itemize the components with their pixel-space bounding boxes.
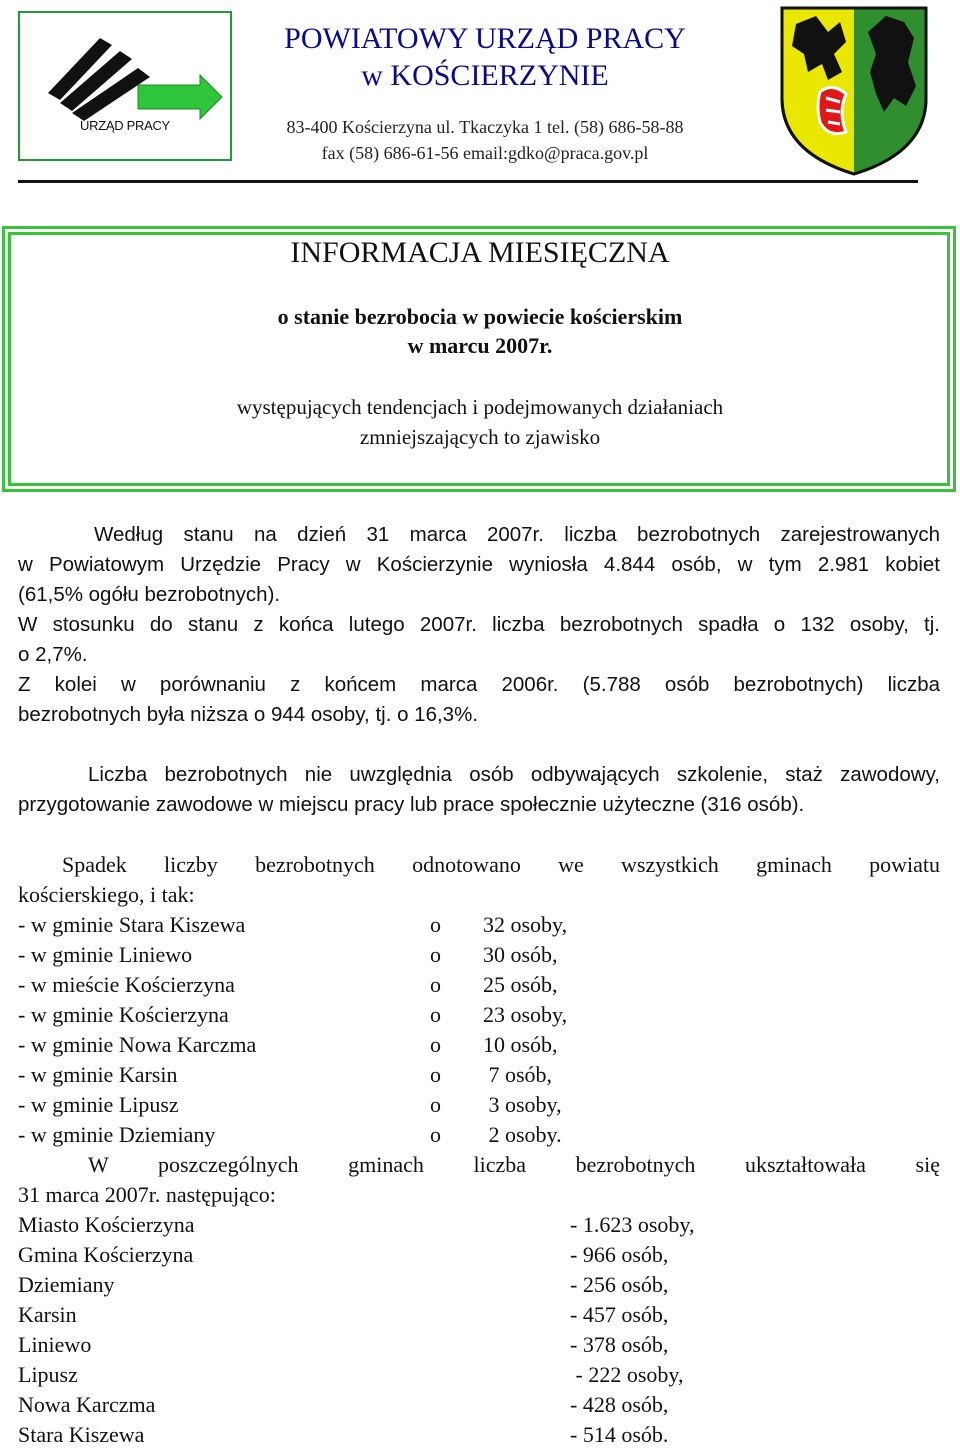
municipality-name: Dziemiany <box>18 1272 115 1297</box>
decrease-list-item <box>18 940 940 970</box>
organization-name-line-1: POWIATOWY URZĄD PRACY <box>284 22 686 55</box>
municipality-count: - 1.623 osoby, <box>570 1212 695 1237</box>
exclusions-line-2: przygotowanie zawodowe w miejscu pracy lub prace społecznie użyteczne (316 osób). <box>18 793 805 816</box>
municipality-name: Miasto Kościerzyna <box>18 1212 195 1237</box>
decrease-value: 10 osób, <box>483 1032 558 1057</box>
unemployment-summary <box>18 520 940 730</box>
decrease-intro-line-2: kościerskiego, i tak: <box>18 882 195 907</box>
decrease-value: 32 osoby, <box>483 912 568 937</box>
decrease-place: - w gminie Nowa Karczma <box>18 1032 257 1057</box>
decrease-preposition: o <box>430 912 441 937</box>
municipality-name: Karsin <box>18 1302 77 1327</box>
decrease-preposition: o <box>430 1032 441 1057</box>
municipality-list-item <box>18 1390 940 1420</box>
decrease-list-item <box>18 1030 940 1060</box>
municipality-count: - 514 osób. <box>570 1422 669 1447</box>
decrease-list-item <box>18 970 940 1000</box>
note-line-2: zmniejszających to zjawisko <box>359 425 601 449</box>
decrease-place: - w gminie Stara Kiszewa <box>18 912 246 937</box>
municipality-list-item <box>18 1360 940 1390</box>
municipality-list-item <box>18 1330 940 1360</box>
decrease-list-item <box>18 1060 940 1090</box>
decrease-value: 7 osób, <box>483 1062 553 1087</box>
municipality-intro-line-1: W poszczególnych gminach liczba bezrobotnych ukształtowała się <box>88 1152 940 1177</box>
summary-line-5: o 2,7%. <box>18 643 88 666</box>
decrease-list-item <box>18 1000 940 1030</box>
municipality-count: - 222 osoby, <box>570 1362 684 1387</box>
municipality-list-item <box>18 1300 940 1330</box>
municipality-count: - 378 osób, <box>570 1332 669 1357</box>
municipality-count: - 966 osób, <box>570 1242 669 1267</box>
decrease-preposition: o <box>430 1002 441 1027</box>
municipality-name: Liniewo <box>18 1332 92 1357</box>
document-note <box>0 392 960 452</box>
municipality-count: - 428 osób, <box>570 1392 669 1417</box>
contact-address-line: 83-400 Kościerzyna ul. Tkaczyka 1 tel. (58) 686-58-88 <box>286 117 684 137</box>
decrease-list <box>18 910 940 1150</box>
decrease-list-item <box>18 910 940 940</box>
exclusions-line-1: Liczba bezrobotnych nie uwzględnia osób odbywających szkolenie, staż zawodowy, <box>88 763 940 786</box>
decrease-place: - w gminie Lipusz <box>18 1092 179 1117</box>
municipality-count: - 457 osób, <box>570 1302 669 1327</box>
municipality-list <box>18 1210 940 1450</box>
decrease-value: 2 osoby. <box>483 1122 562 1147</box>
summary-line-1: Według stanu na dzień 31 marca 2007r. liczba bezrobotnych zarejestrowanych <box>94 523 940 546</box>
logo-text: URZĄD PRACY <box>80 118 170 133</box>
organization-name-line-2: w KOŚCIERZYNIE <box>361 59 609 92</box>
decrease-list-item <box>18 1090 940 1120</box>
decrease-preposition: o <box>430 972 441 997</box>
decrease-place: - w gminie Karsin <box>18 1062 178 1087</box>
decrease-value: 3 osoby, <box>483 1092 562 1117</box>
municipality-list-item <box>18 1210 940 1240</box>
urzad-pracy-logo <box>18 11 232 161</box>
municipality-section <box>18 850 940 1450</box>
decrease-intro-line-1: Spadek liczby bezrobotnych odnotowano we wszystkich gminach powiatu <box>62 852 940 877</box>
decrease-preposition: o <box>430 942 441 967</box>
summary-line-7: bezrobotnych była niższa o 944 osoby, tj. o 16,3%. <box>18 703 479 726</box>
header-divider <box>18 180 918 183</box>
municipality-count: - 256 osób, <box>570 1272 669 1297</box>
organization-contact <box>240 114 730 166</box>
summary-line-4: W stosunku do stanu z końca lutego 2007r. liczba bezrobotnych spadła o 132 osoby, tj. <box>18 613 940 636</box>
decrease-place: - w gminie Kościerzyna <box>18 1002 229 1027</box>
contact-fax-email-line: fax (58) 686-61-56 email:gdko@praca.gov.pl <box>321 143 649 163</box>
municipality-name: Stara Kiszewa <box>18 1422 145 1447</box>
logo-graphic-icon <box>20 13 232 161</box>
summary-line-2: w Powiatowym Urzędzie Pracy w Kościerzynie wyniosła 4.844 osób, w tym 2.981 kobiet <box>18 553 940 576</box>
decrease-place: - w gminie Liniewo <box>18 942 193 967</box>
municipality-list-item <box>18 1420 940 1450</box>
decrease-place: - w mieście Kościerzyna <box>18 972 235 997</box>
decrease-place: - w gminie Dziemiany <box>18 1122 216 1147</box>
municipality-name: Nowa Karczma <box>18 1392 156 1417</box>
municipality-name: Lipusz <box>18 1362 78 1387</box>
decrease-value: 25 osób, <box>483 972 558 997</box>
decrease-value: 23 osoby, <box>483 1002 568 1027</box>
municipality-name: Gmina Kościerzyna <box>18 1242 194 1267</box>
municipality-list-item <box>18 1270 940 1300</box>
note-line-1: występujących tendencjach i podejmowanych działaniach <box>236 395 724 419</box>
exclusions-note <box>18 760 940 820</box>
decrease-preposition: o <box>430 1122 441 1147</box>
document-subtitle <box>0 302 960 360</box>
municipality-list-item <box>18 1240 940 1270</box>
subtitle-line-2: w marcu 2007r. <box>407 333 553 358</box>
decrease-preposition: o <box>430 1062 441 1087</box>
municipality-intro-line-2: 31 marca 2007r. następująco: <box>18 1182 276 1207</box>
summary-line-3: (61,5% ogółu bezrobotnych). <box>18 583 281 606</box>
subtitle-line-1: o stanie bezrobocia w powiecie kościerskim <box>277 304 683 329</box>
organization-name <box>240 20 730 94</box>
decrease-value: 30 osób, <box>483 942 558 967</box>
decrease-list-item <box>18 1120 940 1150</box>
summary-line-6: Z kolei w porównaniu z końcem marca 2006r. (5.788 osób bezrobotnych) liczba <box>18 673 940 696</box>
decrease-preposition: o <box>430 1092 441 1117</box>
document-title: INFORMACJA MIESIĘCZNA <box>290 236 670 269</box>
coat-of-arms-icon <box>776 2 932 178</box>
